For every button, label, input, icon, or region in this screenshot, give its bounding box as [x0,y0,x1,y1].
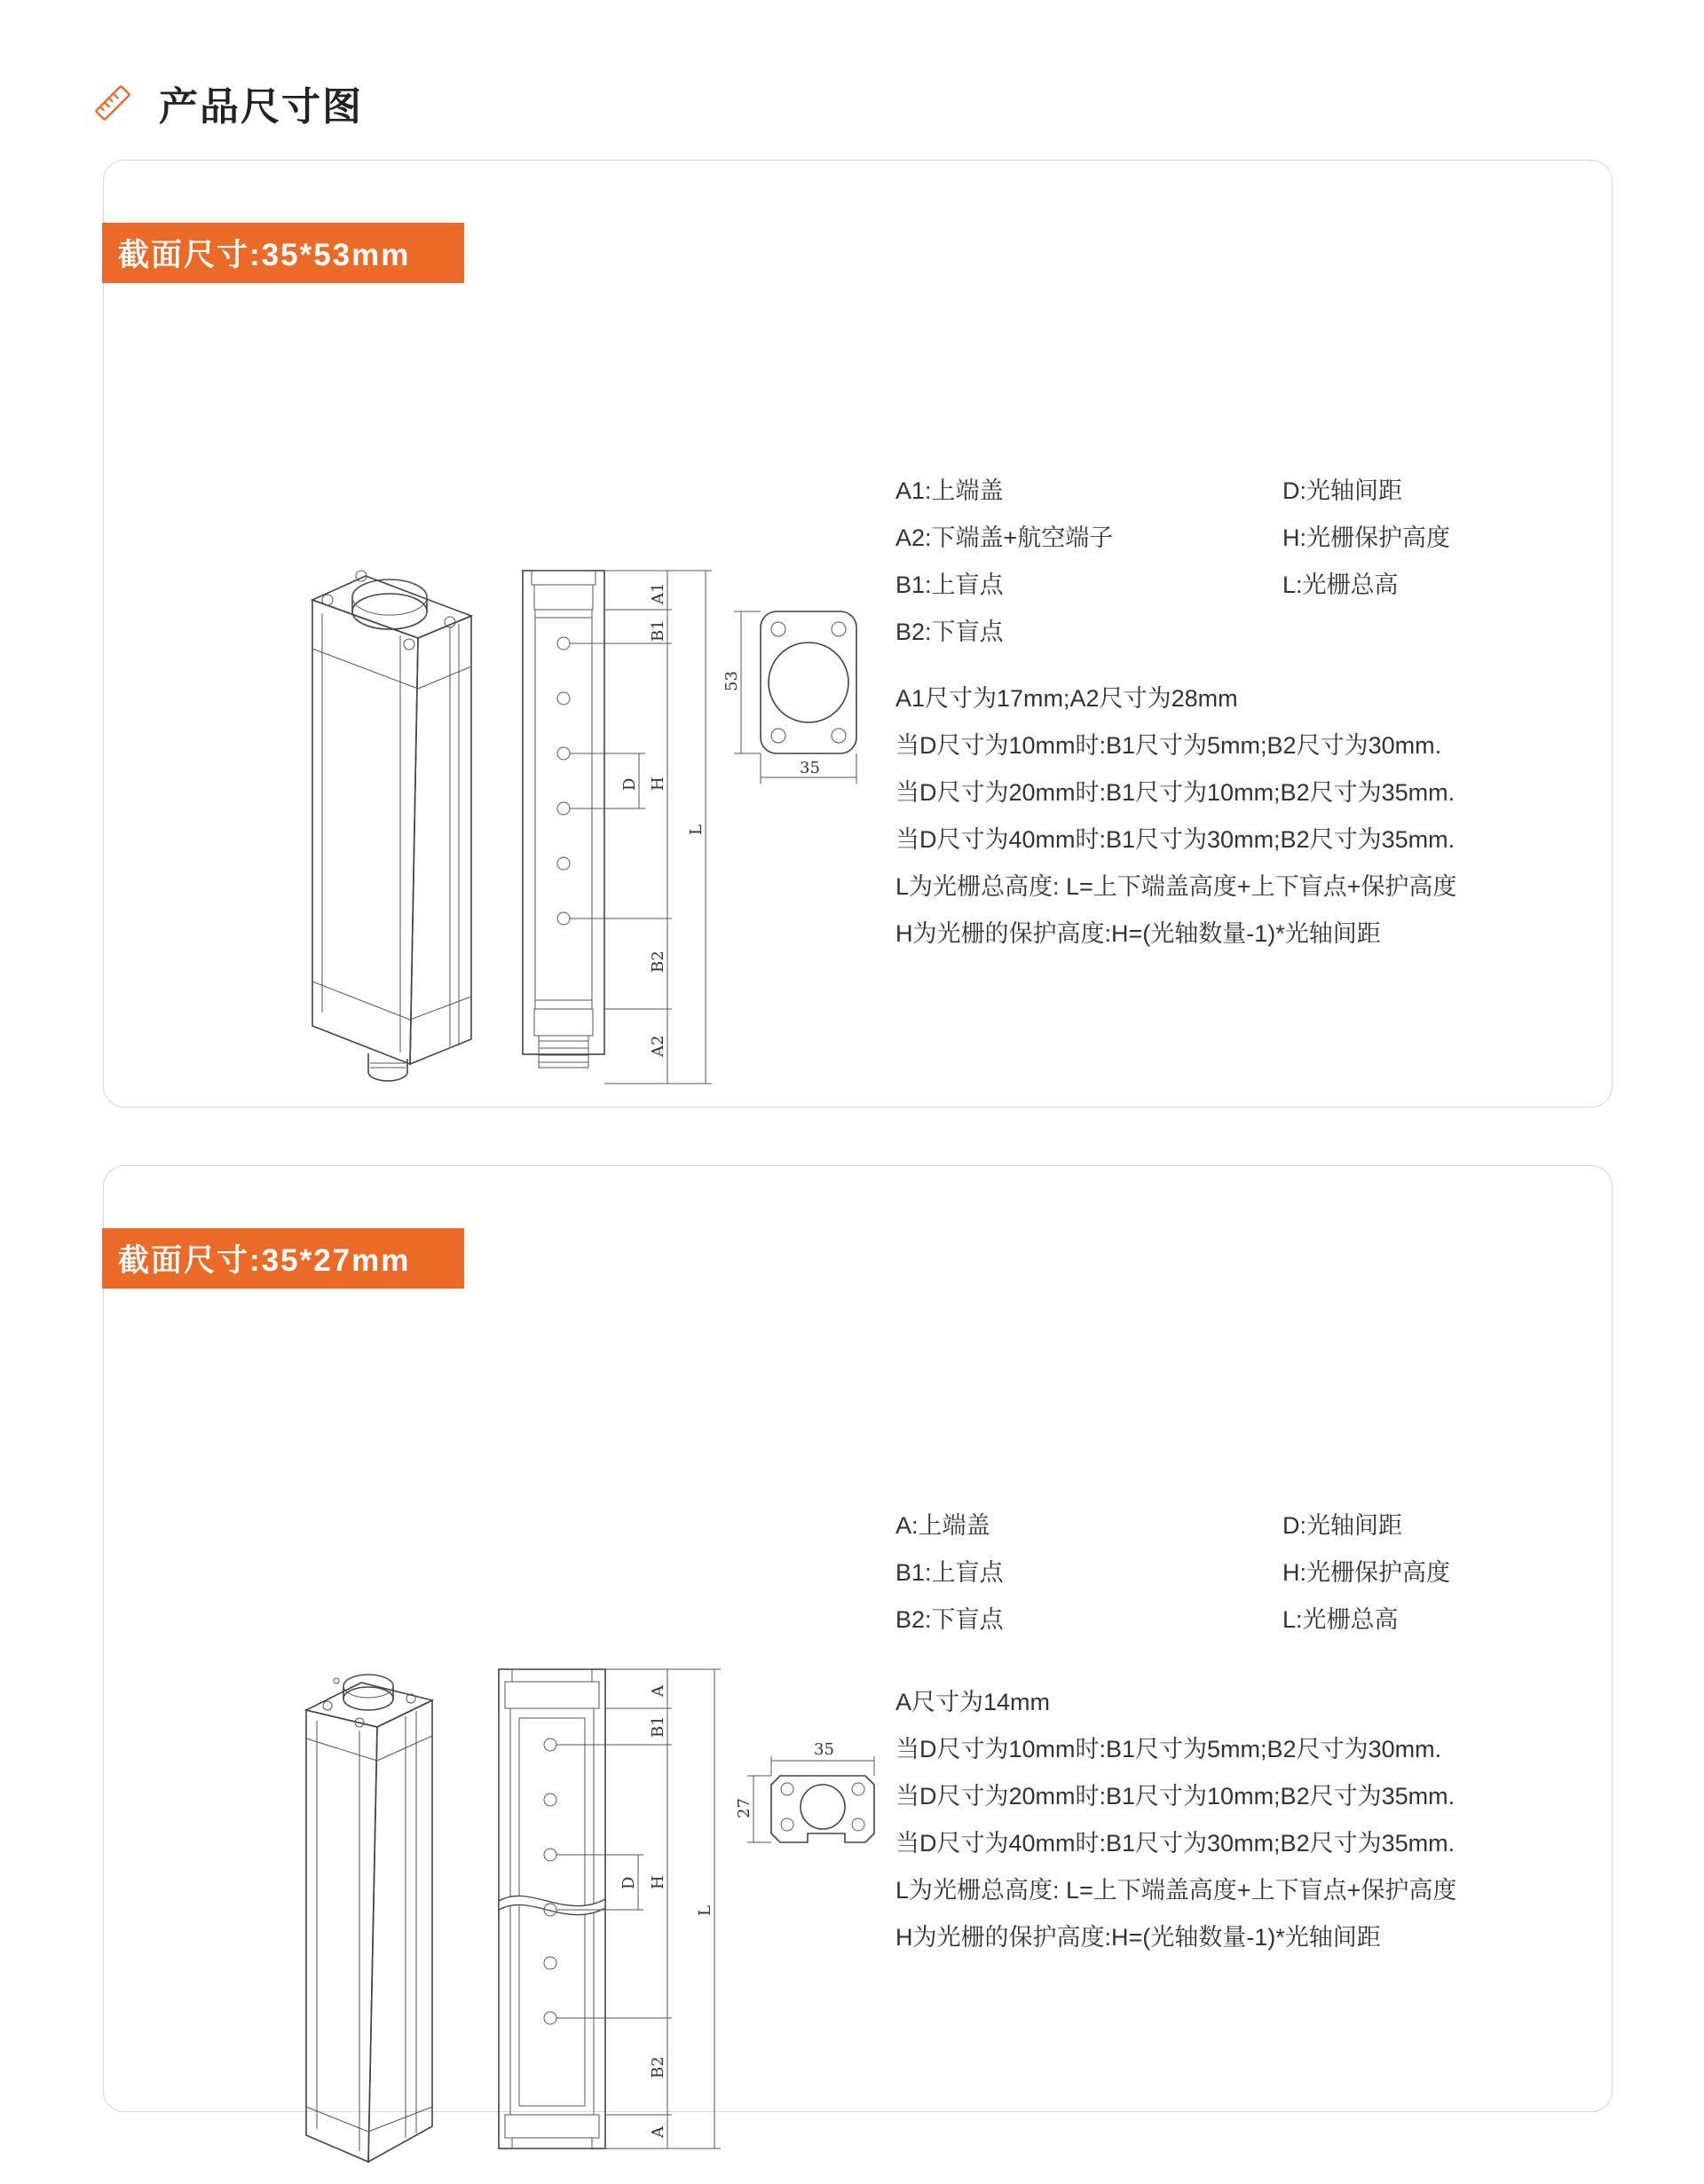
dim-d: D [620,777,639,791]
cross-section-view [734,611,856,784]
legend-item: B1:上盲点 [895,1559,1004,1586]
legend-item: H:光栅保护高度 [1282,1559,1450,1586]
legend-row [895,1553,1517,1600]
legend-item: B2:下盲点 [895,619,1004,645]
dim-section-width: 35 [814,1740,834,1759]
legend [895,1506,1517,1647]
dimension-drawing [193,400,885,1110]
dim-d: D [619,1876,638,1889]
page-title: 产品尺寸图 [159,85,363,129]
dimension-drawing [193,1406,885,2138]
cross-section-view [747,1756,874,1842]
legend-item: H:光栅保护高度 [1282,524,1450,551]
dim-b1: B1 [649,619,667,642]
note-line: A1尺寸为17mm;A2尺寸为28mm [895,685,1238,712]
page-header [93,76,363,130]
legend-row [895,1600,1517,1647]
dim-a2: A2 [649,1035,667,1057]
legend-item: B2:下盲点 [895,1606,1004,1633]
note-line: 当D尺寸为20mm时:B1尺寸为10mm;B2尺寸为35mm. [895,779,1456,806]
dim-b2: B2 [649,950,667,973]
legend-row [895,612,1517,659]
product-front-view [523,571,604,1068]
dim-l: L [687,824,706,835]
dim-section-height: 53 [722,671,741,691]
legend-row [895,518,1517,565]
dimension-card-35x27 [103,1165,1613,2138]
dim-a-bottom: A [649,2126,667,2138]
legend-item: B1:上盲点 [895,572,1004,598]
legend-item: D:光轴间距 [1282,477,1402,504]
legend-item: D:光轴间距 [1282,1512,1402,1539]
dim-b2: B2 [649,2056,667,2078]
legend-item: A:上端盖 [895,1512,990,1539]
product-3d-view [306,1675,432,2162]
section-badge: 截面尺寸:35*27mm [102,1228,464,1289]
dim-h: H [649,1875,667,1889]
notes [895,675,1456,958]
product-3d-view [312,571,471,1081]
note-line: 当D尺寸为10mm时:B1尺寸为5mm;B2尺寸为30mm. [895,1736,1442,1762]
dim-a-top: A [649,1685,667,1697]
dim-l: L [696,1905,714,1916]
legend-row [895,565,1517,612]
legend [895,471,1517,659]
dim-section-width: 35 [800,759,820,777]
note-line: 当D尺寸为40mm时:B1尺寸为30mm;B2尺寸为35mm. [895,826,1456,853]
note-line: H为光栅的保护高度:H=(光轴数量-1)*光轴间距 [895,920,1381,947]
dim-b1: B1 [649,1715,667,1738]
ruler-icon [93,83,132,122]
note-line: L为光栅总高度: L=上下端盖高度+上下盲点+保护高度 [895,1877,1457,1904]
dim-a1: A1 [649,582,667,604]
notes [895,1679,1456,1961]
note-line: L为光栅总高度: L=上下端盖高度+上下盲点+保护高度 [895,873,1457,900]
note-line: A尺寸为14mm [895,1689,1051,1715]
note-line: 当D尺寸为40mm时:B1尺寸为30mm;B2尺寸为35mm. [895,1830,1456,1857]
legend-row [895,1506,1517,1553]
dimension-card-35x53 [103,160,1613,1108]
note-line: H为光栅的保护高度:H=(光轴数量-1)*光轴间距 [895,1924,1381,1951]
section-badge: 截面尺寸:35*53mm [102,223,464,283]
legend-item: L:光栅总高 [1282,572,1399,598]
legend-item: L:光栅总高 [1282,1606,1399,1633]
dim-section-height: 27 [735,1798,753,1818]
light-curtain-drawing-35x27 [193,1406,885,2138]
product-front-view [499,1669,605,2149]
legend-row [895,471,1517,518]
legend-item: A1:上端盖 [895,477,1004,504]
note-line: 当D尺寸为10mm时:B1尺寸为5mm;B2尺寸为30mm. [895,732,1442,759]
light-curtain-drawing-35x53 [193,400,885,1110]
dim-h: H [649,777,667,791]
note-line: 当D尺寸为20mm时:B1尺寸为10mm;B2尺寸为35mm. [895,1783,1456,1809]
legend-item: A2:下端盖+航空端子 [895,524,1114,551]
